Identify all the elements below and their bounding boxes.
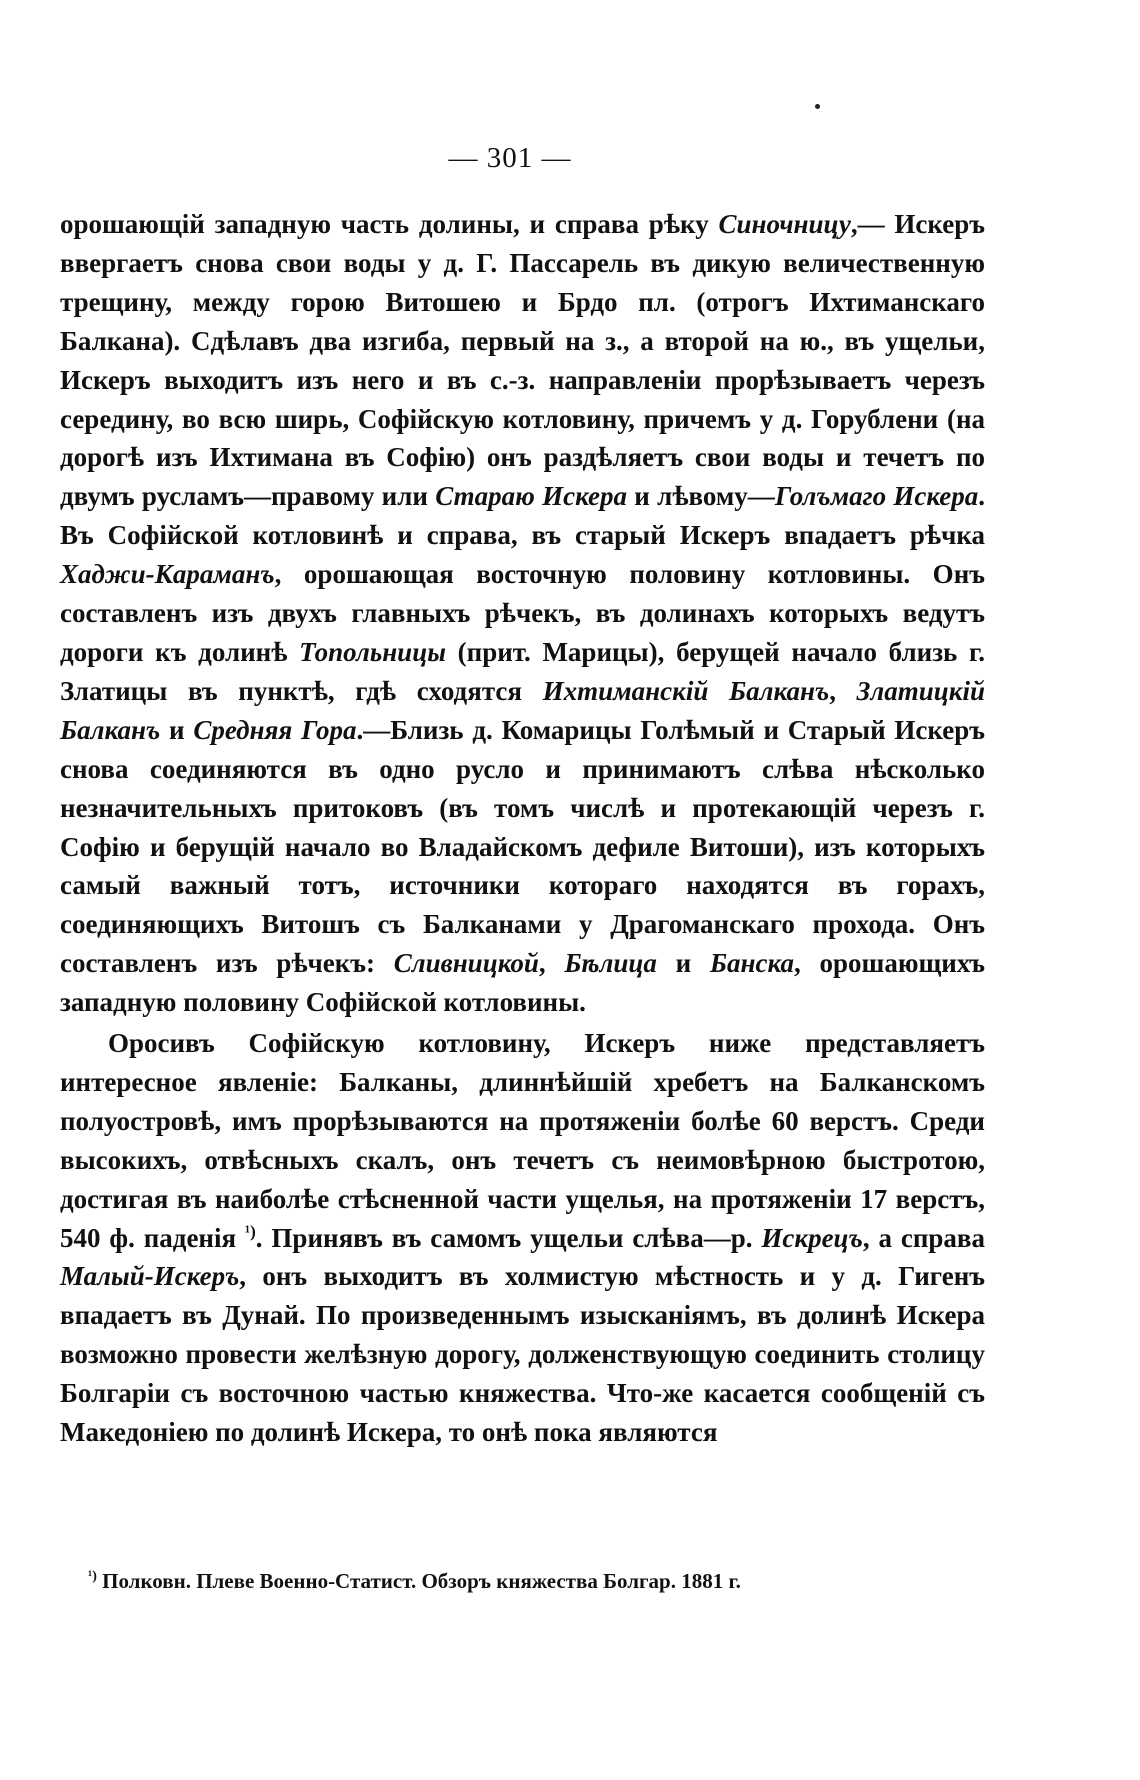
italic-term: Банска (709, 948, 795, 979)
italic-term: Бѣлица (564, 948, 657, 979)
text-run: .—Близь д. Комарицы Голѣмый и Старый Искеръ снова соединяются въ одно русло и принимаютъ слѣва нѣсколько незначительныхъ притоковъ (въ томъ числѣ и протекающій черезъ г. Софію и берущій начало во Владайскомъ дефиле Витоши), изъ которыхъ самый важный тотъ, источники котораго находятся въ горахъ, соединяющихъ Витошъ съ Балканами у Драгоманскаго прохода. Онъ составленъ изъ рѣчекъ: (60, 714, 985, 979)
text-run: , (538, 948, 565, 979)
text-run: , орошающая восточную половину котловины. Онъ составленъ изъ двухъ главныхъ рѣчекъ, въ долинахъ которыхъ ведутъ дороги къ долинѣ (60, 559, 985, 667)
main-text (60, 205, 985, 1452)
text-run: . Принявъ въ самомъ ущельи слѣва—р. (255, 1222, 762, 1253)
text-run: Оросивъ Софійскую котловину, Искеръ ниже представляетъ интересное явленіе: Балканы, длиннѣйшій хребетъ на Балканскомъ полуостровѣ, имъ прорѣзываются на протяженіи болѣе 60 верстъ. Среди высокихъ, отвѣсныхъ скалъ, онъ течетъ съ неимовѣрною быстротою, достигая въ наиболѣе стѣсненной части ущелья, на протяженіи 17 верстъ, 540 ф. паденія (60, 1028, 985, 1253)
footnote-text: Полковн. Плеве Военно-Статист. Обзоръ княжества Болгар. 1881 г. (96, 1569, 741, 1593)
text-run: , онъ выходитъ въ холмистую мѣстность и у д. Гигенъ впадаетъ въ Дунай. По произведеннымъ изысканіямъ, въ долинѣ Искера возможно провести желѣзную дорогу, долженствующую соединить столицу Болгаріи съ восточною частью княжества. Что-же касается сообщеній съ Македоніею по долинѣ Искера, то онѣ пока являются (60, 1261, 985, 1448)
text-run: , (829, 675, 857, 706)
italic-term: Голъмаго Искера (774, 481, 979, 512)
italic-term: Хаджи-Караманъ (60, 559, 275, 590)
text-run: , орошающихъ западную половину Софійской котловины. (60, 948, 986, 1018)
text-run: , а справа (862, 1222, 986, 1253)
paragraph-2 (60, 1024, 985, 1452)
italic-term: Сливницкой (393, 948, 539, 979)
italic-term: Малый-Искеръ (60, 1261, 240, 1292)
footnote-ref: ¹) (245, 1221, 256, 1241)
text-run: . Въ Софійской котловинѣ и справа, въ старый Искеръ впадаетъ рѣчка (60, 481, 986, 551)
italic-term: Синочницу (718, 209, 851, 239)
text-run: и (656, 948, 710, 979)
text-run: (прит. Марицы), берущей начало близь г. Златицы въ пунктѣ, гдѣ сходятся (60, 636, 985, 706)
print-speck (815, 104, 820, 109)
footnote (88, 1563, 988, 1595)
italic-term: Средняя Гора (193, 714, 357, 745)
italic-term: Ихтиманскій Балканъ (542, 675, 830, 706)
page-number: — 301 — (448, 142, 572, 174)
paragraph-1 (60, 205, 985, 1022)
italic-term: Топольницы (299, 636, 446, 667)
text-run: ,— Искеръ ввергаетъ снова свои воды у д. Г. Пассарель въ дикую величественную трещину, между горою Витошею и Брдо пл. (отрогъ Ихтиманскаго Балкана). Сдѣлавъ два изгиба, первый на з., а второй на ю., въ ущельи, Искеръ выходитъ изъ него и въ с.-з. направленіи прорѣзываетъ черезъ середину, во всю ширь, Софійскую котловину, причемъ у д. Горублени (на дорогѣ изъ Ихтимана въ Софію) онъ раздѣляетъ свои воды и течетъ по двумъ русламъ—правому или (60, 209, 985, 512)
text-run: орошающій западную часть долины, и справа рѣку (60, 209, 719, 239)
text-run: и (160, 714, 194, 745)
footnote-marker: ¹) (88, 1569, 97, 1584)
italic-term: Искрецъ (761, 1222, 863, 1253)
italic-term: Златицкій Балканъ (60, 675, 985, 745)
text-run: и лѣвому— (627, 481, 775, 512)
italic-term: Стараю Искера (435, 481, 627, 512)
